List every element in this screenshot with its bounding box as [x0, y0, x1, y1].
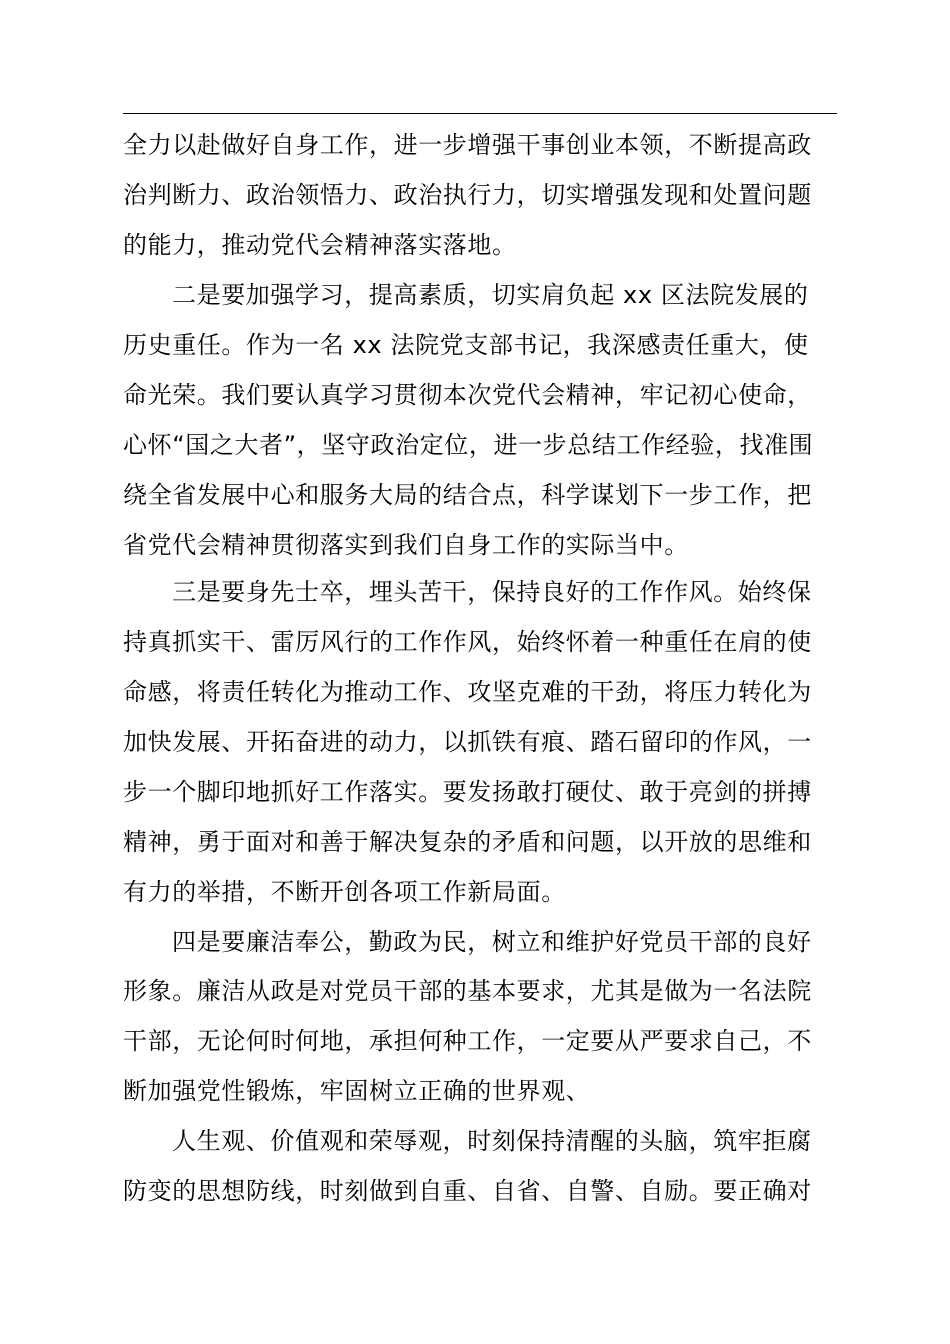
paragraph-start-line: 人生观、价值观和荣辱观，时刻保持清醒的头脑，筑牢拒腐: [172, 1127, 812, 1155]
text-line: 历史重任。作为一名 xx 法院党支部书记，我深感责任重大，使: [123, 331, 809, 359]
text-line: 干部，无论何时何地，承担何种工作，一定要从严要求自己，不: [123, 1027, 812, 1055]
text-line: 断加强党性锻炼，牢固树立正确的世界观、: [123, 1077, 591, 1105]
header-rule: [123, 113, 837, 114]
text-line: 全力以赴做好自身工作，进一步增强干事创业本领，不断提高政: [123, 131, 812, 159]
paragraph-start-line: 二是要加强学习，提高素质，切实肩负起 xx 区法院发展的: [172, 281, 809, 309]
paragraph-start-line: 三是要身先士卒，埋头苦干，保持良好的工作作风。始终保: [172, 578, 812, 606]
text-line: 治判断力、政治领悟力、政治执行力，切实增强发现和处置问题: [123, 181, 812, 209]
text-line: 命感，将责任转化为推动工作、攻坚克难的干劲，将压力转化为: [123, 678, 812, 706]
text-line: 防变的思想防线，时刻做到自重、自省、自警、自励。要正确对: [123, 1177, 812, 1205]
text-line: 命光荣。我们要认真学习贯彻本次党代会精神，牢记初心使命，: [123, 381, 812, 409]
text-line: 绕全省发展中心和服务大局的结合点，科学谋划下一步工作，把: [123, 481, 812, 509]
text-line: 加快发展、开拓奋进的动力，以抓铁有痕、踏石留印的作风，一: [123, 728, 812, 756]
text-line: 形象。廉洁从政是对党员干部的基本要求，尤其是做为一名法院: [123, 977, 812, 1005]
text-line: 省党代会精神贯彻落实到我们自身工作的实际当中。: [123, 531, 689, 559]
paragraph-start-line: 四是要廉洁奉公，勤政为民，树立和维护好党员干部的良好: [172, 928, 812, 956]
text-line: 精神，勇于面对和善于解决复杂的矛盾和问题，以开放的思维和: [123, 828, 812, 856]
text-line: 的能力，推动党代会精神落实落地。: [123, 231, 517, 259]
text-line: 步一个脚印地抓好工作落实。要发扬敢打硬仗、敢于亮剑的拼搏: [123, 778, 812, 806]
text-line: 心怀“国之大者”，坚守政治定位，进一步总结工作经验，找准围: [123, 431, 814, 459]
text-line: 持真抓实干、雷厉风行的工作作风，始终怀着一种重任在肩的使: [123, 628, 812, 656]
text-line: 有力的举措，不断开创各项工作新局面。: [123, 878, 566, 906]
